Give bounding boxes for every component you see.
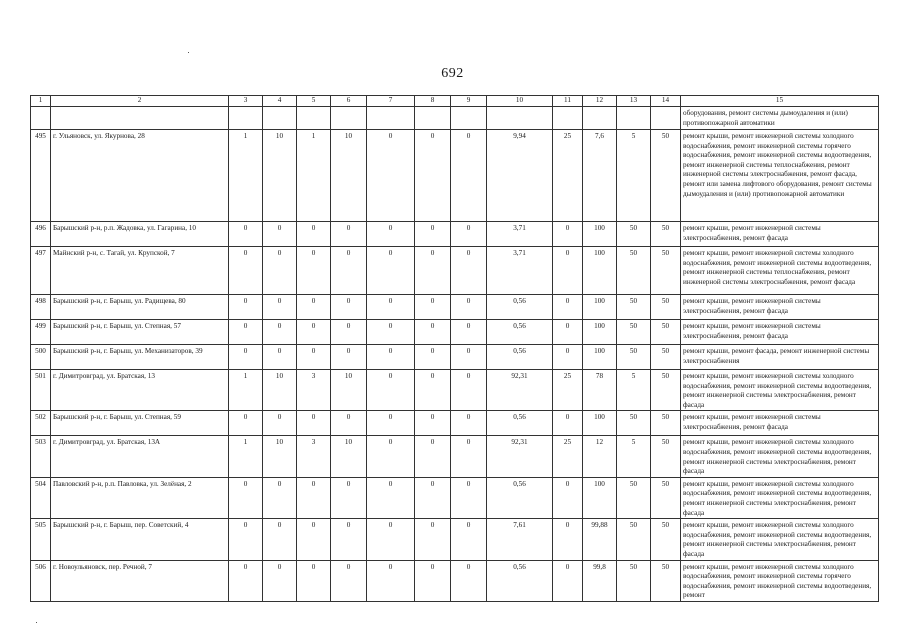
column-number-row	[31, 96, 879, 107]
value-cell: 50	[651, 130, 681, 222]
value-cell: 0	[331, 222, 367, 247]
row-number: 497	[31, 247, 51, 295]
value-cell: 0	[297, 477, 331, 518]
table-row	[31, 320, 879, 345]
work-list-cell: ремонт крыши, ремонт инженерной системы электроснабжения, ремонт фасада	[681, 295, 879, 320]
address-cell: г. Новоульяновск, пер. Речной, 7	[51, 560, 229, 601]
work-list-cell: ремонт крыши, ремонт инженерной системы электроснабжения, ремонт фасада	[681, 320, 879, 345]
value-cell: 5	[617, 436, 651, 477]
work-list-cell: ремонт крыши, ремонт инженерной системы холодного водоснабжения, ремонт инженерной системы водоотведения, ремонт инженерной системы теплоснабжения, ремонт инженерной системы электроснабжения, ремонт фасада	[681, 247, 879, 295]
row-number: 501	[31, 370, 51, 411]
value-cell: 0	[451, 411, 487, 436]
value-cell: 0	[553, 320, 583, 345]
value-cell: 5	[617, 130, 651, 222]
value-cell: 0	[367, 130, 415, 222]
address-cell: Барышский р-н, г. Барыш, пер. Советский, 4	[51, 519, 229, 560]
value-cell: 0	[451, 222, 487, 247]
column-number: 10	[487, 96, 553, 107]
value-cell: 1	[229, 370, 263, 411]
value-cell: 0	[451, 320, 487, 345]
work-list-cell: ремонт крыши, ремонт инженерной системы холодного водоснабжения, ремонт инженерной системы водоотведения, ремонт инженерной системы электроснабжения, ремонт фасада	[681, 436, 879, 477]
row-number: 500	[31, 345, 51, 370]
value-cell: 0	[331, 247, 367, 295]
value-cell: 1	[297, 130, 331, 222]
value-cell: 0	[297, 247, 331, 295]
value-cell: 1	[229, 436, 263, 477]
value-cell: 7,6	[583, 130, 617, 222]
value-cell: 78	[583, 370, 617, 411]
value-cell: 50	[651, 320, 681, 345]
value-cell: 50	[617, 295, 651, 320]
column-number: 3	[229, 96, 263, 107]
value-cell: 10	[263, 436, 297, 477]
value-cell: 100	[583, 247, 617, 295]
work-list-cell: ремонт крыши, ремонт инженерной системы холодного водоснабжения, ремонт инженерной системы горячего водоснабжения, ремонт инженерной системы водоотведения, ремонт инженерной системы теплоснабжения, ремонт инженерной системы электроснабжения, ремонт фасада, ремонт или замена лифтового оборудования, ремонт системы дымоудаления и (или) противопожарной автоматики	[681, 130, 879, 222]
address-cell: Барышский р-н, р.п. Жадовка, ул. Гагарина, 10	[51, 222, 229, 247]
value-cell: 0	[415, 247, 451, 295]
value-cell: 0	[229, 295, 263, 320]
value-cell: 100	[583, 477, 617, 518]
address-cell: Павловский р-н, р.п. Павловка, ул. Зелёная, 2	[51, 477, 229, 518]
scan-speck	[188, 52, 189, 53]
value-cell: 50	[617, 320, 651, 345]
value-cell: 0	[415, 436, 451, 477]
value-cell: 0,56	[487, 345, 553, 370]
value-cell: 0	[367, 247, 415, 295]
value-cell: 0	[263, 477, 297, 518]
value-cell: 0	[297, 519, 331, 560]
value-cell: 0	[367, 295, 415, 320]
value-cell: 50	[617, 411, 651, 436]
table-row	[31, 477, 879, 518]
value-cell: 0	[367, 345, 415, 370]
value-cell: 50	[651, 519, 681, 560]
column-number: 12	[583, 96, 617, 107]
address-cell: Барышский р-н, г. Барыш, ул. Степная, 57	[51, 320, 229, 345]
value-cell: 0	[553, 411, 583, 436]
column-number: 14	[651, 96, 681, 107]
value-cell: 0	[367, 411, 415, 436]
value-cell: 0	[263, 222, 297, 247]
value-cell: 0	[451, 295, 487, 320]
value-cell: 0	[451, 130, 487, 222]
value-cell: 0	[331, 295, 367, 320]
value-cell: 0	[553, 295, 583, 320]
value-cell: 25	[553, 370, 583, 411]
value-cell: 0	[553, 345, 583, 370]
value-cell: 0	[297, 320, 331, 345]
column-number: 5	[297, 96, 331, 107]
value-cell: 0	[263, 295, 297, 320]
value-cell: 0,56	[487, 295, 553, 320]
value-cell: 92,31	[487, 436, 553, 477]
value-cell: 0	[229, 320, 263, 345]
address-cell: Майнский р-н, с. Тагай, ул. Крупской, 7	[51, 247, 229, 295]
value-cell: 50	[617, 477, 651, 518]
value-cell: 0	[229, 519, 263, 560]
value-cell: 0	[331, 320, 367, 345]
value-cell: 10	[263, 130, 297, 222]
value-cell: 0	[451, 247, 487, 295]
value-cell: 0	[263, 519, 297, 560]
row-number: 504	[31, 477, 51, 518]
column-number: 7	[367, 96, 415, 107]
value-cell: 0	[229, 411, 263, 436]
value-cell: 50	[651, 477, 681, 518]
value-cell: 0	[415, 345, 451, 370]
value-cell: 0	[553, 519, 583, 560]
value-cell: 0	[297, 411, 331, 436]
value-cell: 50	[651, 345, 681, 370]
work-list-cell: ремонт крыши, ремонт инженерной системы электроснабжения, ремонт фасада	[681, 411, 879, 436]
value-cell: 0,56	[487, 411, 553, 436]
value-cell: 50	[617, 222, 651, 247]
column-number: 9	[451, 96, 487, 107]
scan-speck	[36, 622, 37, 623]
table-row	[31, 370, 879, 411]
value-cell: 0	[367, 370, 415, 411]
value-cell: 0	[415, 519, 451, 560]
value-cell: 0	[367, 560, 415, 601]
value-cell: 0	[297, 222, 331, 247]
work-list-cell: ремонт крыши, ремонт инженерной системы холодного водоснабжения, ремонт инженерной системы водоотведения, ремонт инженерной системы электроснабжения, ремонт фасада	[681, 519, 879, 560]
value-cell: 0	[451, 345, 487, 370]
work-list-continuation: оборудования, ремонт системы дымоудаления и (или) противопожарной автоматики	[681, 107, 879, 130]
row-number: 502	[31, 411, 51, 436]
value-cell: 0	[229, 247, 263, 295]
value-cell: 0	[415, 560, 451, 601]
column-number: 13	[617, 96, 651, 107]
value-cell: 10	[331, 436, 367, 477]
value-cell: 0	[367, 320, 415, 345]
column-number: 2	[51, 96, 229, 107]
row-number: 503	[31, 436, 51, 477]
table-row	[31, 222, 879, 247]
value-cell: 0,56	[487, 477, 553, 518]
value-cell: 0	[553, 560, 583, 601]
value-cell: 0	[451, 560, 487, 601]
value-cell: 99,8	[583, 560, 617, 601]
row-number: 506	[31, 560, 51, 601]
value-cell: 0	[229, 560, 263, 601]
value-cell: 50	[651, 411, 681, 436]
value-cell: 100	[583, 345, 617, 370]
value-cell: 100	[583, 222, 617, 247]
row-number: 499	[31, 320, 51, 345]
capital-repair-table	[30, 95, 879, 602]
value-cell: 0	[229, 345, 263, 370]
value-cell: 5	[617, 370, 651, 411]
value-cell: 100	[583, 295, 617, 320]
value-cell: 50	[617, 247, 651, 295]
value-cell: 0	[415, 477, 451, 518]
value-cell: 0	[451, 477, 487, 518]
value-cell: 0	[415, 370, 451, 411]
table-row	[31, 411, 879, 436]
value-cell: 0	[367, 222, 415, 247]
value-cell: 100	[583, 320, 617, 345]
value-cell: 50	[617, 519, 651, 560]
value-cell: 3,71	[487, 247, 553, 295]
value-cell: 50	[617, 345, 651, 370]
table-row	[31, 130, 879, 222]
work-list-cell: ремонт крыши, ремонт инженерной системы холодного водоснабжения, ремонт инженерной системы водоотведения, ремонт инженерной системы электроснабжения, ремонт фасада	[681, 370, 879, 411]
column-number: 4	[263, 96, 297, 107]
value-cell: 0	[297, 295, 331, 320]
value-cell: 0	[331, 519, 367, 560]
value-cell: 50	[651, 436, 681, 477]
value-cell: 0,56	[487, 560, 553, 601]
value-cell: 0	[229, 477, 263, 518]
page-number: 692	[441, 66, 464, 81]
column-number: 15	[681, 96, 879, 107]
value-cell: 7,61	[487, 519, 553, 560]
value-cell: 0	[415, 295, 451, 320]
column-number: 11	[553, 96, 583, 107]
value-cell: 0	[367, 436, 415, 477]
value-cell: 50	[651, 247, 681, 295]
value-cell: 12	[583, 436, 617, 477]
table-row	[31, 247, 879, 295]
value-cell: 50	[651, 560, 681, 601]
value-cell: 0	[331, 411, 367, 436]
value-cell: 3,71	[487, 222, 553, 247]
value-cell: 0	[367, 477, 415, 518]
value-cell: 10	[263, 370, 297, 411]
value-cell: 0	[331, 477, 367, 518]
value-cell: 0	[263, 247, 297, 295]
value-cell: 0	[297, 560, 331, 601]
address-cell: Барышский р-н, г. Барыш, ул. Степная, 59	[51, 411, 229, 436]
value-cell: 10	[331, 370, 367, 411]
work-list-cell: ремонт крыши, ремонт фасада, ремонт инженерной системы электроснабжения	[681, 345, 879, 370]
value-cell: 0	[415, 411, 451, 436]
value-cell: 0	[553, 222, 583, 247]
value-cell: 0	[331, 560, 367, 601]
address-cell: Барышский р-н, г. Барыш, ул. Механизаторов, 39	[51, 345, 229, 370]
table-row	[31, 560, 879, 601]
value-cell: 3	[297, 436, 331, 477]
column-number: 6	[331, 96, 367, 107]
row-number: 495	[31, 130, 51, 222]
value-cell: 0	[263, 320, 297, 345]
value-cell: 100	[583, 411, 617, 436]
value-cell: 0	[367, 519, 415, 560]
value-cell: 0	[263, 345, 297, 370]
address-cell: г. Димитровград, ул. Братская, 13	[51, 370, 229, 411]
value-cell: 0	[331, 345, 367, 370]
value-cell: 0	[415, 130, 451, 222]
address-cell: Барышский р-н, г. Барыш, ул. Радищева, 80	[51, 295, 229, 320]
value-cell: 1	[229, 130, 263, 222]
value-cell: 0	[229, 222, 263, 247]
value-cell: 99,88	[583, 519, 617, 560]
value-cell: 50	[651, 222, 681, 247]
row-number: 505	[31, 519, 51, 560]
value-cell: 0	[553, 477, 583, 518]
value-cell: 0	[451, 436, 487, 477]
work-list-cell: ремонт крыши, ремонт инженерной системы электроснабжения, ремонт фасада	[681, 222, 879, 247]
address-cell: г. Димитровград, ул. Братская, 13А	[51, 436, 229, 477]
value-cell: 0	[553, 247, 583, 295]
row-number: 496	[31, 222, 51, 247]
value-cell: 0	[451, 519, 487, 560]
value-cell: 10	[331, 130, 367, 222]
work-list-cell: ремонт крыши, ремонт инженерной системы холодного водоснабжения, ремонт инженерной системы водоотведения, ремонт инженерной системы электроснабжения, ремонт фасада	[681, 477, 879, 518]
continuation-row	[31, 107, 879, 130]
column-number: 8	[415, 96, 451, 107]
value-cell: 0	[451, 370, 487, 411]
row-number: 498	[31, 295, 51, 320]
value-cell: 0,56	[487, 320, 553, 345]
value-cell: 50	[651, 295, 681, 320]
value-cell: 0	[263, 560, 297, 601]
value-cell: 50	[617, 560, 651, 601]
table-row	[31, 295, 879, 320]
value-cell: 3	[297, 370, 331, 411]
value-cell: 9,94	[487, 130, 553, 222]
address-cell: г. Ульяновск, ул. Якурнова, 28	[51, 130, 229, 222]
value-cell: 50	[651, 370, 681, 411]
value-cell: 0	[415, 222, 451, 247]
value-cell: 0	[263, 411, 297, 436]
work-list-cell: ремонт крыши, ремонт инженерной системы холодного водоснабжения, ремонт инженерной системы горячего водоснабжения, ремонт инженерной системы водоотведения, ремонт	[681, 560, 879, 601]
value-cell: 0	[297, 345, 331, 370]
column-number: 1	[31, 96, 51, 107]
table-row	[31, 519, 879, 560]
table-row	[31, 436, 879, 477]
value-cell: 25	[553, 436, 583, 477]
value-cell: 0	[415, 320, 451, 345]
table-row	[31, 345, 879, 370]
value-cell: 92,31	[487, 370, 553, 411]
value-cell: 25	[553, 130, 583, 222]
